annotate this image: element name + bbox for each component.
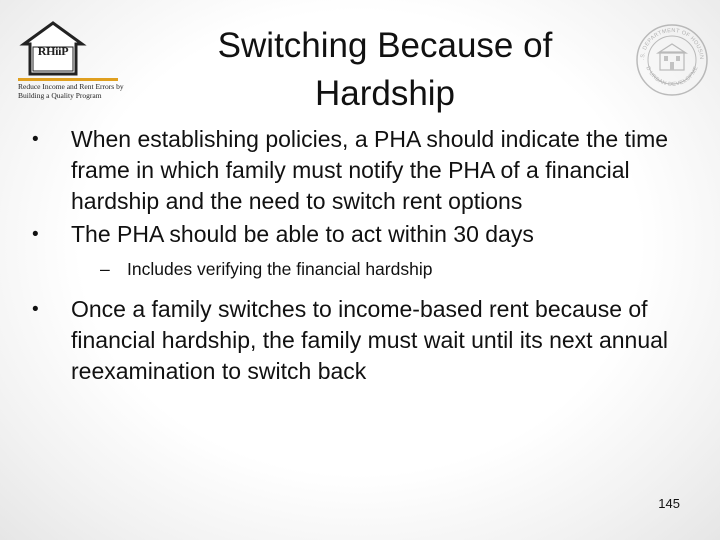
bullet-item [26,219,686,250]
seal-top-text: .S. DEPARTMENT OF HOUSIN [639,27,705,61]
bullet-text: Once a family switches to income-based rent because of financial hardship, the family must wait until its next annual reexamination to switch back [71,296,669,384]
sub-bullet-dash: – [100,259,110,279]
seal-bottom-text: D URBAN DEVELOPME [644,65,700,88]
bullet-item [26,124,686,217]
svg-text:U.S. DEPARTMENT OF HOUSING [634,22,704,60]
rhiip-logo [14,20,126,110]
sub-bullet-text: Includes verifying the financial hardship [127,259,433,279]
hud-seal-icon [634,22,710,98]
logo-mark: RHiiP [37,44,69,58]
bullet-text: When establishing policies, a PHA should indicate the time frame in which family must notify the PHA of a financial hardship and the need to switch rent options [71,126,669,214]
sub-bullet-item [26,256,686,282]
logo-divider [18,78,118,81]
bullet-dot: • [32,129,39,150]
logo-tagline: Reduce Income and Rent Errors by Building a Quality Program [18,82,124,100]
bullet-item [26,294,686,387]
bullet-dot: • [32,224,39,245]
slide-body [26,124,686,389]
bullet-dot: • [32,299,39,320]
bullet-text: The PHA should be able to act within 30 days [71,221,534,247]
slide-title: Switching Because of Hardship [217,26,553,113]
page-number: 145 [658,496,680,511]
